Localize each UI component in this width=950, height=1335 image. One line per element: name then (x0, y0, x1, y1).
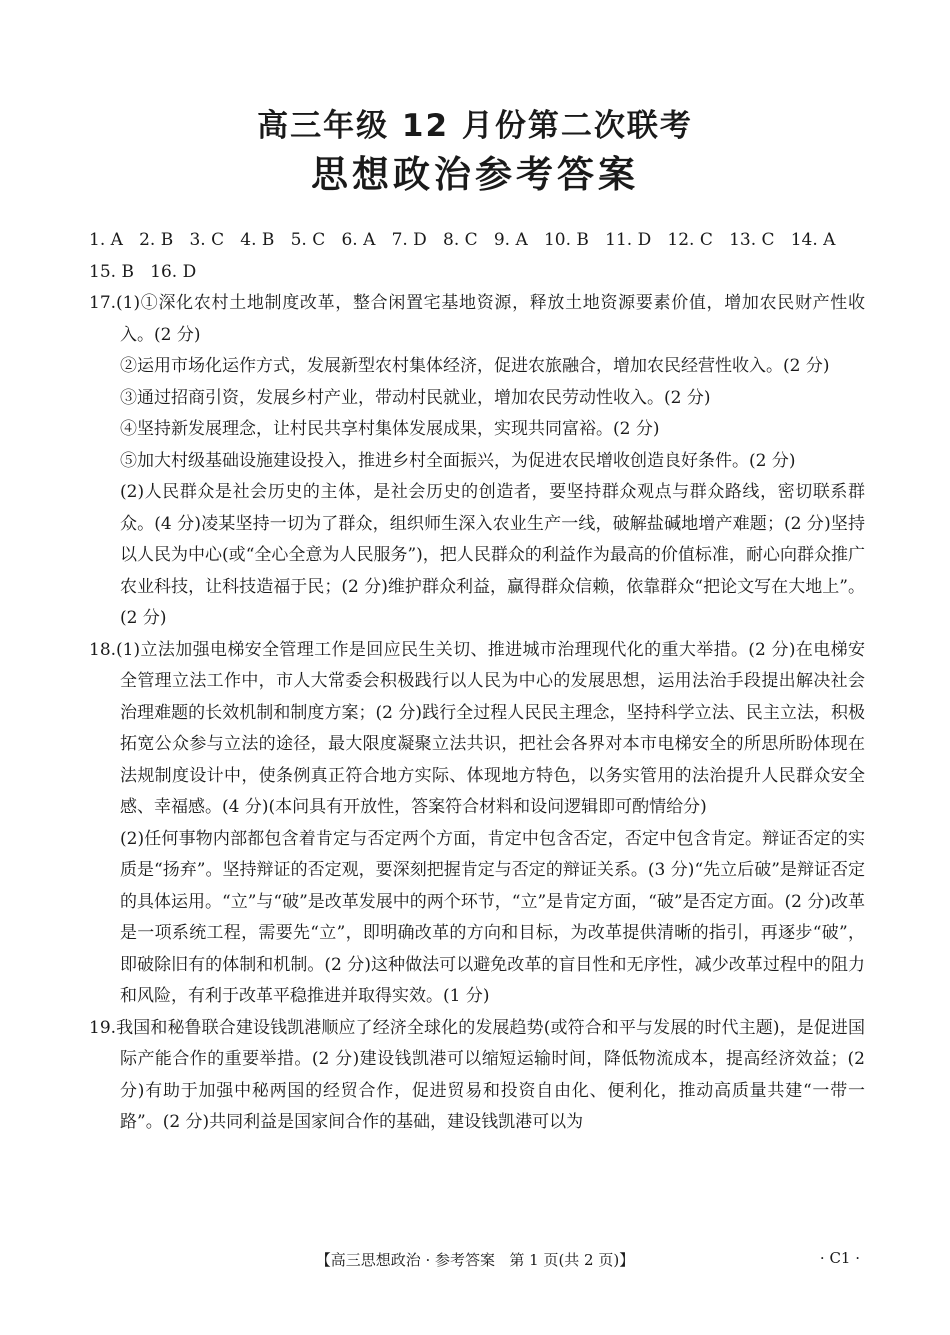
q18-part2: (2)任何事物内部都包含着肯定与否定两个方面，肯定中包含否定，否定中包含肯定。辩证否定的实质是“扬弃”。坚持辩证的否定观，要深刻把握肯定与否定的辩证关系。(3 分)“先立后破”是辩证否定的具体运用。“立”与“破”是改革发展中的两个环节，“立”是肯定方面，“破”是否定方面。(2 分)改革是一项系统工程，需要先“立”，即明确改革的方向和目标，为改革提供清晰的指引，再逐步“破”，即破除旧有的体制和机制。(2 分)这种做法可以避免改革的盲目性和无序性，减少改革过程中的阻力和风险，有利于改革平稳推进并取得实效。(1 分) (120, 828, 866, 1006)
q19-answer: 19.我国和秘鲁联合建设钱凯港顺应了经济全球化的发展趋势(或符合和平与发展的时代主题)，是促进国际产能合作的重要举措。(2 分)建设钱凯港可以缩短运输时间，降低物流成本，提高经济效益；(2 分)有助于加强中秘两国的经贸合作，促进贸易和投资自由化、便利化，推动高质量共建“一带一路”。(2 分)共同利益是国家间合作的基础，建设钱凯港可以为 (89, 1017, 865, 1132)
choice-answers-line-2: 15. B 16. D (89, 261, 197, 282)
footer-code: · C1 · (819, 1249, 860, 1267)
q17-part2: (2)人民群众是社会历史的主体，是社会历史的创造者，要坚持群众观点与群众路线，密切联系群众。(4 分)凌某坚持一切为了群众，组织师生深入农业生产一线，破解盐碱地增产难题；(2 分)坚持以人民为中心(或“全心全意为人民服务”)，把人民群众的利益作为最高的价值标准，耐心向群众推广农业科技，让科技造福于民；(2 分)维护群众利益，赢得群众信赖，依靠群众“把论文写在大地上”。(2 分) (120, 482, 865, 628)
choice-answers-line-1: 1. A 2. B 3. C 4. B 5. C 6. A 7. D 8. C 9. A 10. B 11. D 12. C 13. C 14. A (89, 230, 836, 250)
page-footer (0, 1249, 950, 1275)
q17-part1-item4: ④坚持新发展理念，让村民共享村集体发展成果，实现共同富裕。(2 分) (120, 419, 660, 439)
q17-part1-item2: ②运用市场化运作方式，发展新型农村集体经济，促进农旅融合，增加农民经营性收入。(2 分) (120, 356, 830, 376)
q17-part1-item1: 17.(1)①深化农村土地制度改革，整合闲置宅基地资源，释放土地资源要素价值，增加农民财产性收入。(2 分) (89, 293, 865, 345)
q17-part1-item3: ③通过招商引资，发展乡村产业，带动村民就业，增加农民劳动性收入。(2 分) (120, 387, 711, 408)
q17-part1-item5: ⑤加大村级基础设施建设投入，推进乡村全面振兴，为促进农民增收创造良好条件。(2 分) (120, 450, 796, 471)
document-title: 思想政治参考答案 (311, 153, 639, 196)
answer-content (89, 225, 865, 1139)
footer-label: 【高三思想政治 · 参考答案 第 1 页(共 2 页)】 (315, 1251, 635, 1269)
q18-part1: 18.(1)立法加强电梯安全管理工作是回应民生关切、推进城市治理现代化的重大举措。(2 分)在电梯安全管理立法工作中，市人大常委会积极践行以人民为中心的发展思想，运用法治手段提出解决社会治理难题的长效机制和制度方案；(2 分)践行全过程人民民主理念，坚持科学立法、民主立法，积极拓宽公众参与立法的途径，最大限度凝聚立法共识，把社会各界对本市电梯安全的所思所盼体现在法规制度设计中，使条例真正符合地方实际、体现地方特色，以务实管用的法治提升人民群众安全感、幸福感。(4 分)(本问具有开放性，答案符合材料和设问逻辑即可酌情给分) (89, 639, 865, 817)
exam-title: 高三年级 12 月份第二次联考 (257, 108, 693, 144)
